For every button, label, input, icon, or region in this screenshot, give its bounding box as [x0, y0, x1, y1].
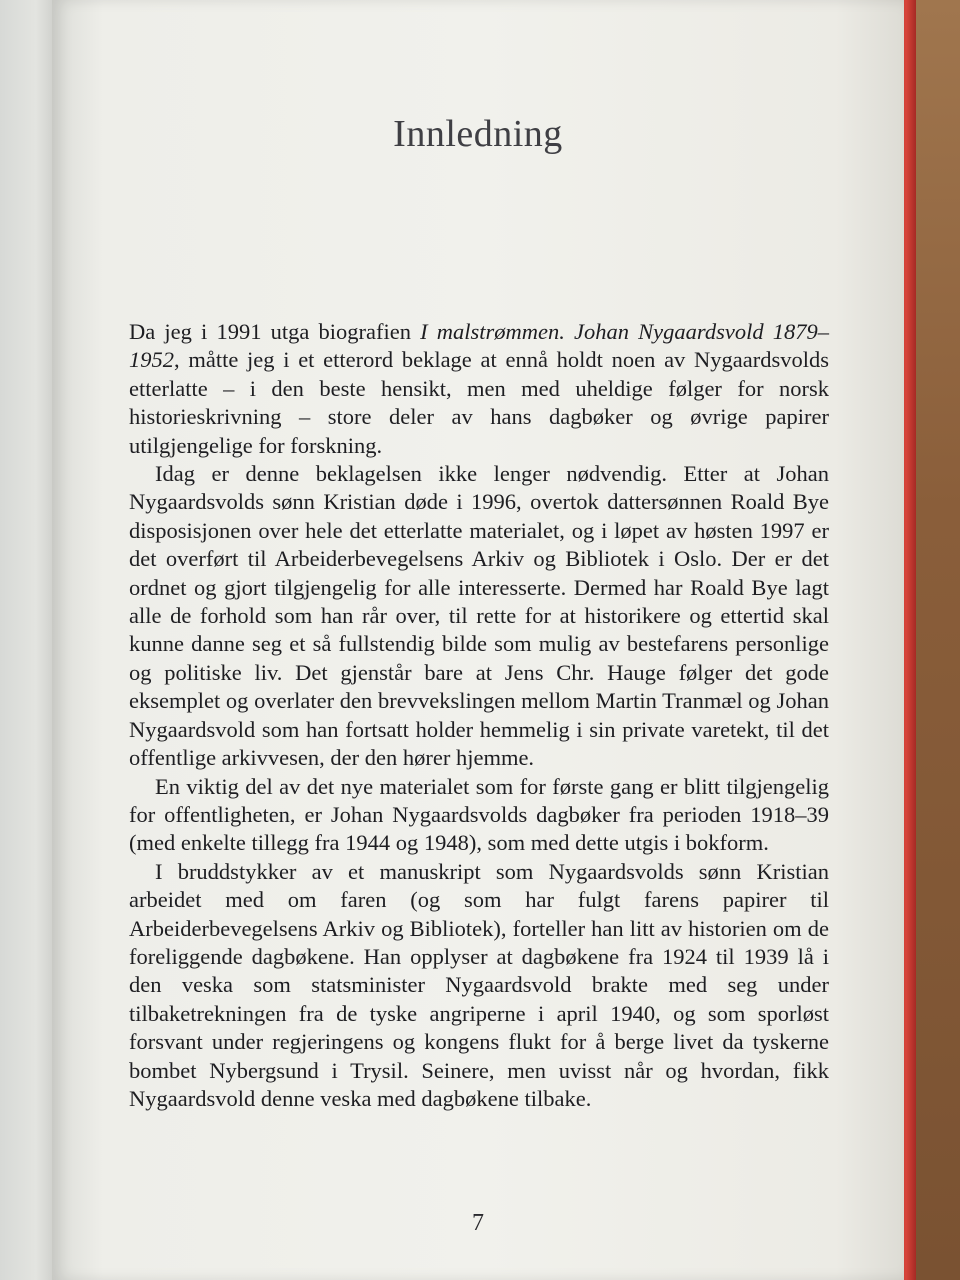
- paragraph-2: Idag er denne beklagelsen ikke lenger nødvendig. Etter at Johan Nygaardsvolds sønn Kristian døde i 1996, overtok dattersønnen Roald Bye disposisjonen over hele det etterlatte materialet, og i løpet av høsten 1997 er det overført til Arbeiderbevegelsens Arkiv og Bibliotek i Oslo. Der er det ordnet og gjort tilgjengelig for alle interesserte. Dermed har Roald Bye lagt alle de forhold som han rår over, til rette for at historikere og ettertid skal kunne danne seg et så fullstendig bilde som mulig av bestefarens personlige og politiske liv. Det gjenstår bare at Jens Chr. Hauge følger det gode eksemplet og overlater den brevvekslingen mellom Martin Tranmæl og Johan Nygaardsvold som han fortsatt holder hemmelig i sin private varetekt, til det offentlige arkivvesen, der den hører hjemme.: [129, 461, 829, 771]
- book-title-reference: I malstrømmen. Johan Nygaardsvold 1879–1952: [129, 319, 829, 373]
- paragraph-4: I bruddstykker av et manuskript som Nygaardsvolds sønn Kristian arbeidet med om faren (og som har fulgt farens papirer til Arbeiderbevegelsens Arkiv og Bibliotek), forteller han litt av historien om de foreliggende dagbøkene. Han opplyser at dagbøkene fra 1924 til 1939 lå i den veska som statsminister Nygaardsvold brakte med seg under tilbaketrekningen fra de tyske angriperne i april 1940, og som sporløst forsvant under regjeringens og kongens flukt for å berge livet da tyskerne bombet Nybergsund i Trysil. Seinere, men uvisst når og hvordan, fikk Nygaardsvold denne veska med dagbøkene tilbake.: [129, 858, 829, 1111]
- paragraph-1-intro: Da jeg i 1991 utga biografien: [129, 319, 421, 344]
- page-number: 7: [472, 1210, 484, 1236]
- left-page-edge: [0, 0, 60, 1280]
- paragraph-1: [129, 318, 829, 460]
- paragraph-3: En viktig del av det nye materialet som for første gang er blitt tilgjengelig for offentligheten, er Johan Nygaardsvolds dagbøker fra perioden 1918–39 (med enkelte tillegg fra 1944 og 1948), som med dette utgis i bokform.: [129, 773, 829, 856]
- body-text: [129, 318, 829, 1113]
- book-page: [52, 0, 904, 1280]
- paragraph-1-rest: , måtte jeg i et etterord beklage at ennå holdt noen av Nygaardsvolds etterlatte – i den beste hensikt, men med uheldige følger for norsk historieskrivning – store deler av hans dagbøker og øvrige papirer utilgjengelige for forskning.: [129, 347, 829, 458]
- chapter-title: Innledning: [393, 113, 563, 155]
